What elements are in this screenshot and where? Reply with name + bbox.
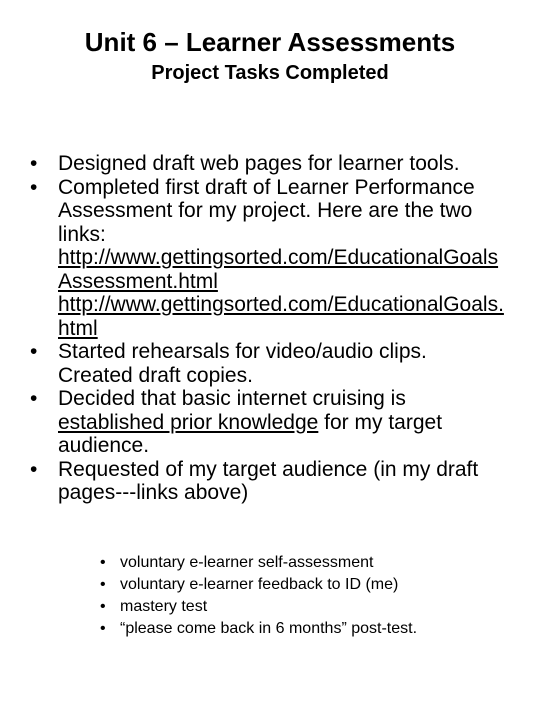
bullet-icon: • [30, 387, 38, 410]
bullet-icon: • [100, 598, 106, 615]
list-item-text: Designed draft web pages for learner tools. [58, 152, 460, 175]
sub-list-item-text: voluntary e-learner feedback to ID (me) [120, 576, 399, 593]
list-item [30, 152, 506, 176]
page-subtitle: Project Tasks Completed [151, 62, 389, 84]
sub-list-item-text: mastery test [120, 598, 208, 615]
page-title: Unit 6 – Learner Assessments [84, 27, 456, 57]
sub-list-item-text: “please come back in 6 months” post-test. [120, 620, 418, 637]
bullet-icon: • [100, 620, 106, 637]
assessment-link[interactable]: http://www.gettingsorted.com/EducationalGoalsAssessment.html [58, 246, 499, 293]
sub-list-item [100, 574, 500, 596]
bullet-icon: • [30, 152, 38, 175]
list-item-text-before: Decided that basic internet cruising is [58, 387, 406, 410]
bullet-icon: • [30, 457, 38, 481]
list-item [30, 340, 506, 387]
sub-task-list [100, 552, 500, 640]
list-item [30, 387, 506, 458]
underlined-phrase: established prior knowledge [58, 410, 319, 434]
bullet-icon: • [100, 554, 106, 571]
list-item-text-after: for my target audience. [58, 410, 443, 457]
list-item [30, 458, 506, 505]
task-list [30, 152, 506, 505]
sub-list-item [100, 596, 500, 618]
bullet-icon: • [30, 340, 38, 363]
sub-list-item-text: voluntary e-learner self-assessment [120, 554, 374, 571]
bullet-icon: • [100, 576, 106, 593]
sub-list-item [100, 552, 500, 574]
sub-list-item [100, 618, 500, 640]
list-item-text: Started rehearsals for video/audio clips. Created draft copies. [58, 340, 427, 387]
list-item-text: Requested of my target audience (in my draft pages---links above) [58, 457, 479, 504]
goals-link[interactable]: http://www.gettingsorted.com/EducationalGoals.html [58, 293, 504, 340]
list-item [30, 176, 506, 341]
list-item-text: Completed first draft of Learner Performance Assessment for my project. Here are the two links: [58, 175, 475, 246]
bullet-icon: • [30, 175, 38, 199]
